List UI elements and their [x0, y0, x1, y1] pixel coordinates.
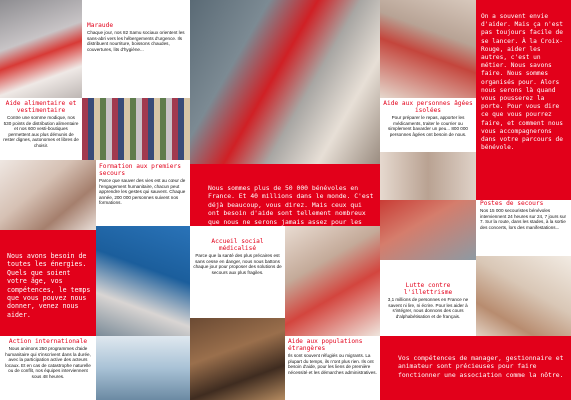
action-internationale-text: Nous animons 250 programmes d'aide humanitaire qui s'inscrivent dans la durée, avec la participation active des acteurs locaux. Et en cas de catastrophe naturelle ou de conflit, nos équipes interviennent sous 48 heures. [5, 346, 91, 379]
personnes-agees-panel [380, 98, 476, 152]
postes-secours-panel [476, 200, 571, 256]
besoin-text: Nous avons besoin de toutes les énergies. Quels que soient votre âge, vos compétences, le temps que vous pouvez nous donner, venez nous aider. [7, 252, 91, 319]
illettrisme-title: Lutte contre l'illettrisme [403, 282, 453, 296]
formation-text: Parce que sauver des vies est au cœur de l'engagement humanitaire, chacun peut apprendre les gestes qui sauvent. Chaque année, 200 000 personnes suivent nos formations. [99, 178, 186, 206]
besoin-block [0, 230, 96, 336]
maraude-text: Chaque jour, nos 82 Samu sociaux orientent les sans-abri vers les hébergements d'urgence. Ils distribuent nourriture, boissons chaudes, couvertures, lits d'hygiène... [87, 30, 185, 52]
populations-etrangeres-panel [285, 336, 380, 400]
photo-child-learning [476, 256, 571, 346]
illettrisme-panel [380, 260, 476, 336]
illettrisme-text: 3,1 millions de personnes en France ne savent ni lire, ni écrire. Pour les aider à s'intégrer, nous donnons des cours d'alphabétisation et de français. [387, 297, 469, 319]
aide-alimentaire-title: Aide alimentaire et vestimentaire [5, 100, 77, 114]
postes-secours-title: Postes de secours [480, 200, 544, 207]
benevoles-text: Nous sommes plus de 50 000 bénévoles en France. Et 40 millions dans le monde. C'est déjà beaucoup, vous direz. Mais ceux qui ont besoin d'aide sont tellement nombreux que nous ne serons jamais assez pour les [208, 184, 374, 226]
action-internationale-panel [0, 336, 96, 400]
accueil-social-title: Accueil social médicalisé [211, 238, 264, 252]
accueil-social-panel [190, 226, 285, 318]
populations-etrangeres-title: Aide aux populations étrangères [288, 338, 363, 352]
postes-secours-text: Nos 15 000 secouristes bénévoles interviennent 24 heures sur 24, 7 jours sur 7. Sur la route, dans les stades, à la sortie des concerts, lors des manifestations... [480, 208, 567, 230]
populations-etrangeres-text: Ils sont souvent réfugiés ou migrants. La plupart du temps, ils n'ont plus rien. Ils ont besoin d'aide, pour les liens de première nécessité et les démarches administratives. [288, 353, 377, 375]
photo-water-bottles [96, 336, 190, 400]
photo-refugees-crowd [190, 318, 285, 400]
photo-volunteer-hand [380, 152, 476, 200]
envie-block [476, 0, 571, 200]
competences-text: Vos compétences de manager, gestionnaire et animateur sont précieuses pour faire fonctionner une association comme la nôtre. [398, 354, 564, 379]
photo-stretcher-victim [380, 200, 476, 260]
photo-volunteer-couple [190, 0, 380, 164]
formation-panel [96, 160, 190, 226]
personnes-agees-text: Pour préparer le repas, apporter les médicaments, traiter le courrier ou simplement bavarder un peu... 800 000 personnes âgées ont besoin de nous. [388, 115, 468, 137]
envie-text: On a souvent envie d'aider. Mais ça n'est pas toujours facile de se lancer. À la Croix-Rouge, aider les autres, c'est un métier. Nous savons faire. Nous sommes organisés pour. Alors nous serons là quand vous pousserez la porte. Pour vous dire ce que vous pourrez faire, et comment nous vous accompagnerons dans votre parcours de bénévole. [481, 13, 563, 152]
formation-title: Formation aux premiers secours [99, 163, 181, 177]
benevoles-block [190, 164, 380, 226]
competences-block [380, 336, 571, 400]
aide-alimentaire-panel [0, 98, 82, 160]
action-internationale-title: Action internationale [8, 338, 88, 345]
maraude-panel [82, 0, 190, 98]
photo-blue-mat-cpr [96, 226, 190, 336]
personnes-agees-title: Aide aux personnes âgées isolées [383, 100, 473, 114]
maraude-title: Maraude [87, 22, 114, 29]
photo-elderly-woman [380, 0, 476, 98]
photo-medic-patient [285, 226, 380, 336]
photo-rescue-stretcher [0, 0, 82, 98]
accueil-social-text: Parce que la santé des plus précaires est sans cesse en danger, nous nous battons chaque jour pour proposer des solutions de secours aux plus fragiles. [193, 253, 282, 275]
photo-clothes-rack [82, 98, 190, 160]
photo-first-aid-lesson [0, 160, 96, 230]
aide-alimentaire-text: Contre une somme modique, nos 530 points de distribution alimentaire et nos 600 vesti-boutiques permettent aux plus démunis de rester dignes, autonomes et libres de choisir. [3, 115, 79, 148]
